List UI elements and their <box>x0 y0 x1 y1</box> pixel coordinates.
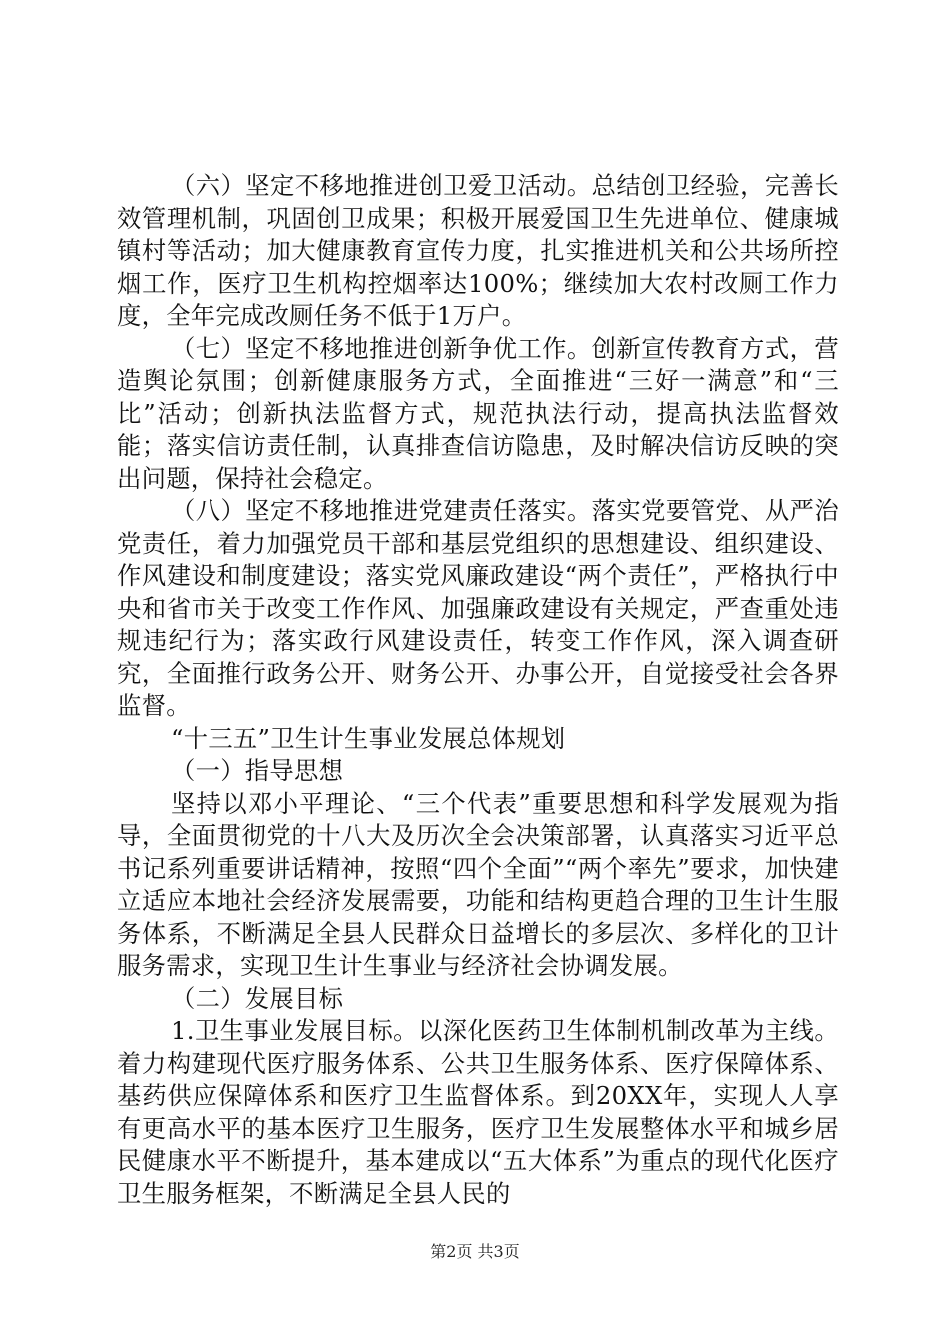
paragraph-7-innovation: （七）坚定不移地推进创新争优工作。创新宣传教育方式，营造舆论氛围；创新健康服务方式，全面推进“三好一满意”和“三比”活动；创新执法监督方式，规范执法行动，提高执法监督效能；落实信访责任制，认真排查信访隐患，及时解决信访反映的突出问题，保持社会稳定。 <box>117 333 839 493</box>
heading-development-goals: （二）发展目标 <box>171 983 344 1013</box>
document-body <box>117 170 839 1210</box>
heading-guiding-ideology: （一）指导思想 <box>171 756 344 785</box>
paragraph-8-party-building: （八）坚定不移地推进党建责任落实。落实党要管党、从严治党责任，着力加强党员干部和基层党组织的思想建设、组织建设、作风建设和制度建设；落实党风廉政建设“两个责任”，严格执行中央和省市关于改变工作作风、加强廉政建设有关规定，严查重处违规违纪行为；落实政行风建设责任，转变工作作风，深入调查研究，全面推行政务公开、财务公开、办事公开，自觉接受社会各界监督。 <box>117 496 839 720</box>
page-footer: 第2页 共3页 <box>430 1242 520 1261</box>
paragraph-guiding-ideology: 坚持以邓小平理论、“三个代表”重要思想和科学发展观为指导，全面贯彻党的十八大及历次全会决策部署，认真落实习近平总书记系列重要讲话精神，按照“四个全面”“两个率先”要求，加快建立适应本地社会经济发展需要，功能和结构更趋合理的卫生计生服务体系，不断满足全县人民群众日益增长的多层次、多样化的卫计服务需求，实现卫生计生事业与经济社会协调发展。 <box>117 788 839 980</box>
paragraph-6-promote-health-campaign: （六）坚定不移地推进创卫爱卫活动。总结创卫经验，完善长效管理机制，巩固创卫成果；积极开展爱国卫生先进单位、健康城镇村等活动；加大健康教育宣传力度，扎实推进机关和公共场所控烟工作，医疗卫生机构控烟率达100%；继续加大农村改厕工作力度，全年完成改厕任务不低于1万户。 <box>117 171 839 330</box>
paragraph-health-development-goals: 1.卫生事业发展目标。以深化医药卫生体制机制改革为主线。着力构建现代医疗服务体系、公共卫生服务体系、医疗保障体系、基药供应保障体系和医疗卫生监督体系。到20XX年，实现人人享有更高水平的基本医疗卫生服务，医疗卫生发展整体水平和城乡居民健康水平不断提升，基本建成以“五大体系”为重点的现代化医疗卫生服务框架，不断满足全县人民的 <box>117 1016 839 1208</box>
section-title-13th-five-year-plan: “十三五”卫生计生事业发展总体规划 <box>171 723 566 753</box>
